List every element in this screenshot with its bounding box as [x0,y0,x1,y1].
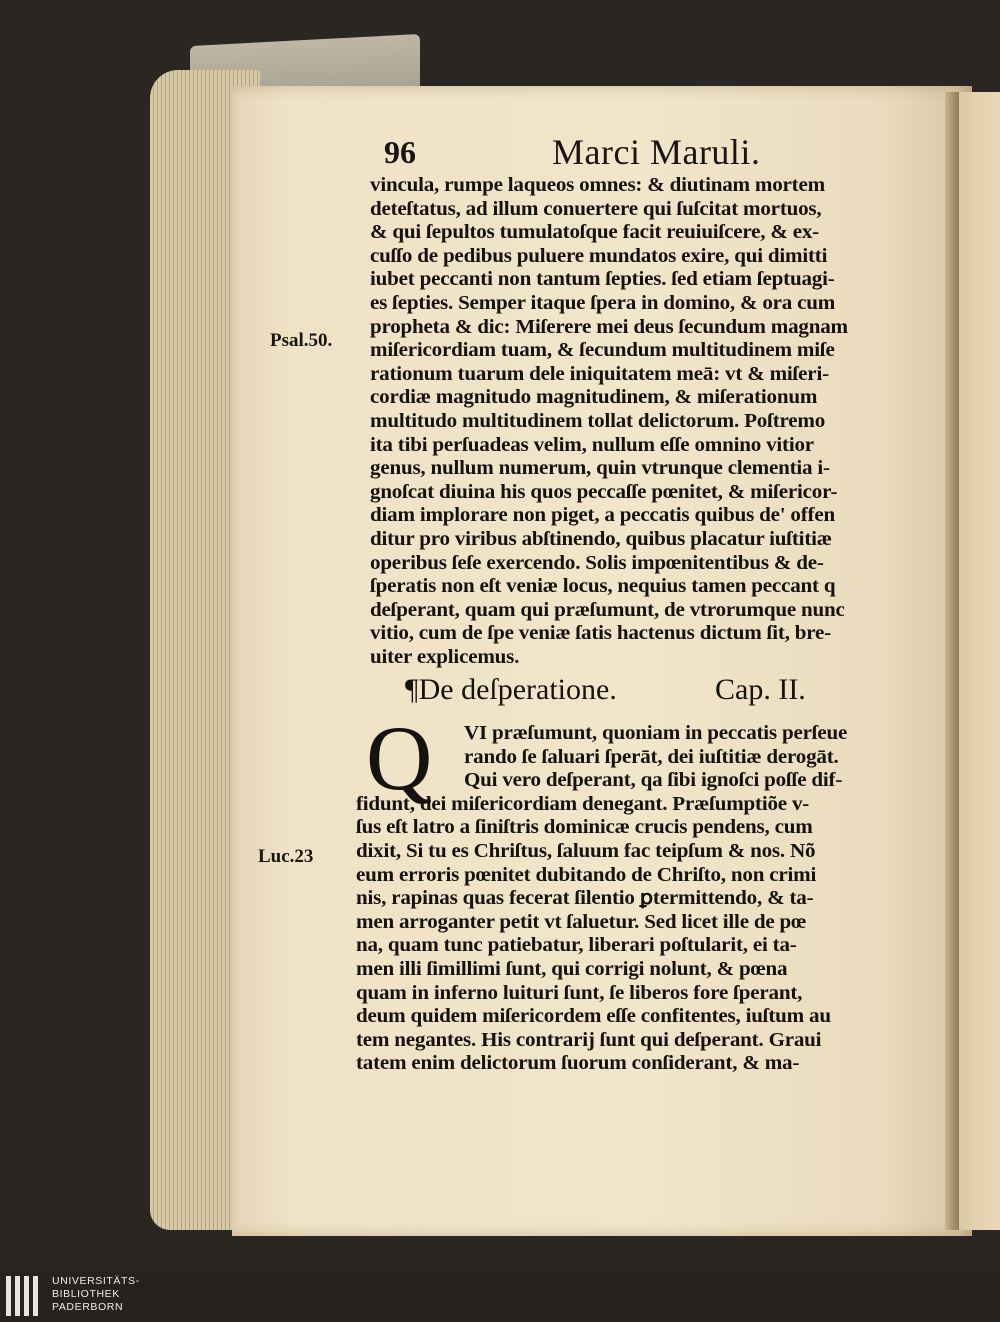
text-line: cordiæ magnitudo magnitudinem, & miſerationum [370,387,818,409]
text-line: es ſepties. Semper itaque ſpera in domino, & ora cum [370,292,836,314]
text-line: tem negantes. His contrarij ſunt qui deſperant. Graui [356,1029,822,1051]
text-line: vitio, cum de ſpe veniæ ſatis hactenus dictum ſit, bre- [370,623,831,645]
text-line: men illi ſimillimi ſunt, qui corrigi nolunt, & pœna [356,958,788,980]
text-line: ita tibi perſuadeas velim, nullum eſſe omnino vitior [370,434,814,456]
text-line: diam implorare non piget, a peccatis quibus de' offen [370,505,835,527]
text-line: deſperant, quam qui præſumunt, de vtrorumque nunc [370,599,845,621]
text-line: eum erroris pœnitet dubitando de Chriſto, non crimi [356,864,817,886]
text-line: tatem enim delictorum ſuorum conſiderant, & ma- [356,1053,800,1075]
text-line: iubet peccanti non tantum ſepties. ſed etiam ſeptuagi- [370,269,835,291]
text-line: vincula, rumpe laqueos omnes: & diutinam mortem [370,175,825,196]
text-line: & qui ſepultos tumulatoſque facit reuiuiſcere, & ex- [370,222,819,244]
body-text [370,174,885,669]
library-logo [52,1275,140,1314]
text-line: cuſſo de pedibus puluere mundatos exire, qui dimitti [370,245,828,267]
logo-line: UNIVERSITÄTS- [52,1275,140,1287]
book-gutter [945,92,959,1230]
margin-note: Luc.23 [258,846,314,867]
drop-cap: Q [366,707,433,809]
text-line: nis, rapinas quas fecerat ſilentio ꝑtermittendo, & ta- [356,888,814,910]
text-line: uiter explicemus. [370,646,520,668]
text-line: miſericordiam tuam, & ſecundum multitudinem miſe [370,340,835,362]
logo-line: PADERBORN [52,1301,124,1313]
logo-line: BIBLIOTHEK [52,1288,120,1300]
footer-bar [0,1272,1000,1322]
text-line: ditur pro viribus abſtinendo, quibus placatur iuſtitiæ [370,528,832,550]
page-header [384,132,784,172]
text-line: deteſtatus, ad illum conuertere qui ſuſcitat mortuos, [370,198,822,220]
chapter-title: ¶De deſperatione. [405,673,617,706]
text-line: VI præſumunt, quoniam in peccatis perſeue [464,723,848,744]
page-number: 96 [384,134,416,170]
text-line: na, quam tunc patiebatur, liberari poſtularit, ei ta- [356,935,797,957]
text-line: gnoſcat diuina his quos peccaſſe pœnitet, & miſericor- [370,481,838,503]
text-line: genus, nullum numerum, quin vtrunque clementia i- [370,458,830,480]
library-logo-icon [6,1276,46,1316]
chapter-heading [405,673,845,713]
text-line: rationum tuarum dele iniquitatem meā: vt & miſeri- [370,363,829,385]
margin-note: Psal.50. [270,330,333,351]
text-line: fidunt, dei miſericordiam denegant. Præſumptiõe v- [356,793,810,815]
running-title: Marci Maruli. [552,132,761,172]
text-line: dixit, Si tu es Chriſtus, ſaluum fac teipſum & nos. Nõ [356,840,816,862]
text-line: multitudo multitudinem tollat delictorum. Poſtremo [370,410,826,432]
text-line: rando ſe ſaluari ſperāt, dei iuſtitiæ derogāt. [464,746,839,768]
text-line: propheta & dic: Miſerere mei deus ſecundum magnam [370,316,848,338]
text-line: operibus ſeſe exercendo. Solis impœnitentibus & de- [370,552,824,574]
text-line: men arroganter petit vt ſaluetur. Sed licet ille de pœ [356,911,807,933]
text-line: Qui vero deſperant, qa ſibi ignoſci poſſe dif- [464,770,843,792]
text-line: ſus eſt latro a ſiniſtris dominicæ crucis pendens, cum [356,817,813,839]
text-line: ſperatis non eſt veniæ locus, nequius tamen peccant q [370,576,836,598]
chapter-number: Cap. II. [715,673,806,706]
facing-page [959,92,1000,1230]
text-line: deum quidem miſericordem eſſe confitentes, iuſtum au [356,1006,831,1028]
text-line: quam in inferno luituri ſunt, ſe liberos fore ſperant, [356,982,803,1004]
chapter-text [356,722,876,1076]
